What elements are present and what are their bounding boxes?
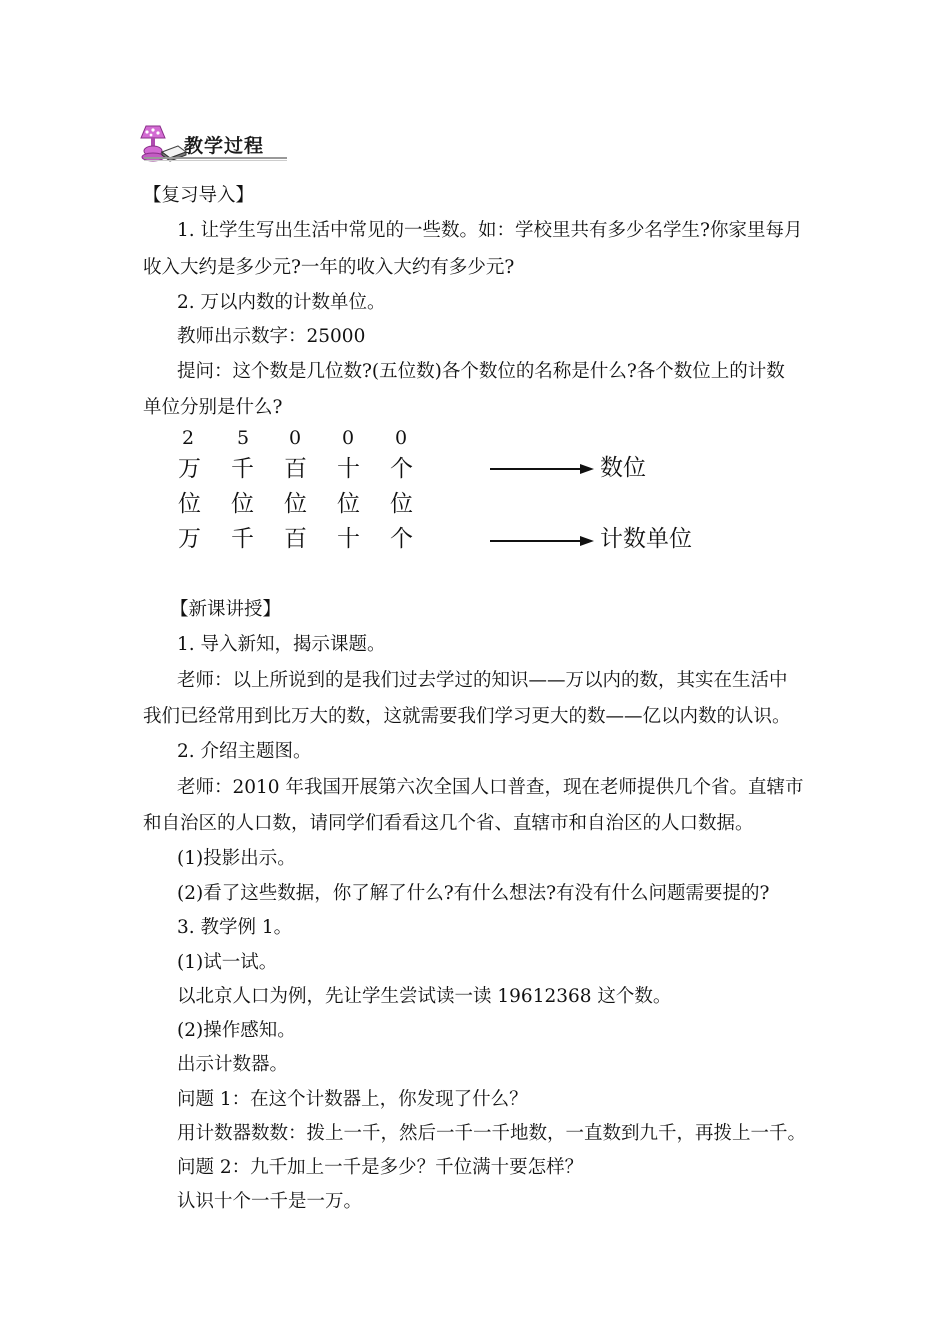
- text-line: (2)看了这些数据，你了解了什么?有什么想法?有没有什么问题需要提的?: [177, 883, 770, 904]
- arrow-top-head-icon: [580, 464, 594, 474]
- title-underline: [144, 157, 287, 159]
- text-line: (1)投影出示。: [177, 848, 296, 869]
- text-line: 老师：以上所说到的是我们过去学过的知识——万以内的数，其实在生活中: [177, 670, 788, 691]
- label-unit: 计数单位: [600, 526, 692, 552]
- text-line: 问题 2：九千加上一千是多少？千位满十要怎样？: [177, 1157, 584, 1178]
- place-name: 千: [231, 456, 254, 482]
- unit-name: 万: [178, 526, 201, 552]
- arrow-bottom-line: [490, 540, 582, 542]
- text-line: 3. 教学例 1。: [177, 917, 293, 938]
- arrow-bottom-head-icon: [580, 536, 594, 546]
- place-suffix: 位: [284, 491, 307, 517]
- heading-review: 【复习导入】: [143, 185, 255, 206]
- arrow-top-line: [490, 468, 582, 470]
- place-suffix: 位: [390, 491, 413, 517]
- place-suffix: 位: [231, 491, 254, 517]
- text-line: 1. 导入新知，揭示课题。: [177, 634, 386, 655]
- text-line: 老师：2010 年我国开展第六次全国人口普查，现在老师提供几个省。直辖市: [177, 777, 804, 798]
- place-suffix: 位: [178, 491, 201, 517]
- text-line: 提问：这个数是几位数?(五位数)各个数位的名称是什么?各个数位上的计数: [177, 361, 785, 382]
- text-line: 教师出示数字：25000: [177, 326, 366, 347]
- text-line: 2. 介绍主题图。: [177, 741, 312, 762]
- text-line: 我们已经常用到比万大的数，这就需要我们学习更大的数——亿以内数的认识。: [143, 706, 791, 727]
- place-name: 万: [178, 456, 201, 482]
- unit-name: 个: [390, 526, 413, 552]
- lamp-book-icon: [138, 122, 190, 168]
- text-line: 收入大约是多少元?一年的收入大约有多少元?: [143, 257, 515, 278]
- text-line: 和自治区的人口数，请同学们看看这几个省、直辖市和自治区的人口数据。: [143, 813, 754, 834]
- digit: 5: [237, 427, 250, 449]
- text-line: (1)试一试。: [177, 952, 278, 973]
- unit-name: 十: [337, 526, 360, 552]
- text-line: 单位分别是什么?: [143, 397, 283, 418]
- text-line: 问题 1：在这个计数器上，你发现了什么？: [177, 1089, 528, 1110]
- text-line: 认识十个一千是一万。: [177, 1191, 363, 1212]
- heading-new-lesson: 【新课讲授】: [170, 599, 282, 620]
- section-title: 教学过程: [184, 135, 265, 157]
- unit-name: 百: [284, 526, 307, 552]
- place-suffix: 位: [337, 491, 360, 517]
- place-name: 个: [390, 456, 413, 482]
- digit: 0: [342, 427, 355, 449]
- text-line: 1. 让学生写出生活中常见的一些数。如：学校里共有多少名学生?你家里每月: [177, 220, 803, 241]
- text-line: 出示计数器。: [177, 1054, 289, 1075]
- label-place: 数位: [600, 455, 646, 481]
- text-line: 2. 万以内数的计数单位。: [177, 292, 386, 313]
- title-underline-light: [144, 160, 287, 161]
- text-line: (2)操作感知。: [177, 1020, 296, 1041]
- digit: 0: [289, 427, 302, 449]
- digit: 0: [395, 427, 408, 449]
- place-name: 百: [284, 456, 307, 482]
- text-line: 以北京人口为例，先让学生尝试读一读 19612368 这个数。: [177, 986, 672, 1007]
- digit: 2: [182, 427, 195, 449]
- text-line: 用计数器数数：拨上一千，然后一千一千地数，一直数到九千，再拨上一千。: [177, 1123, 807, 1144]
- place-name: 十: [337, 456, 360, 482]
- unit-name: 千: [231, 526, 254, 552]
